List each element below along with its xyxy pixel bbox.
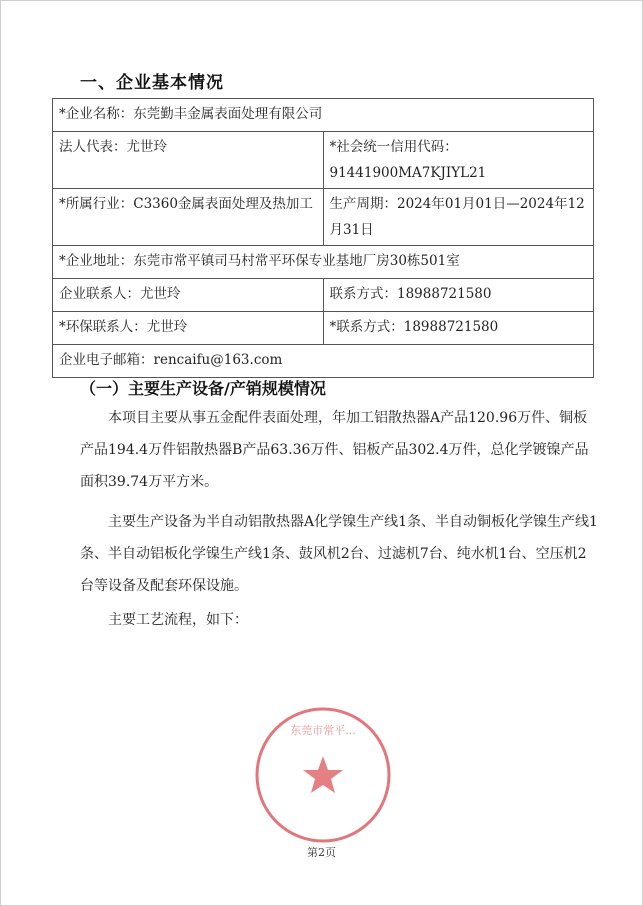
legal-rep-cell: 法人代表：尤世玲 [53, 132, 324, 189]
period-cell: 生产周期：2024年01月01日—2024年12月31日 [323, 189, 594, 246]
page-number: 第2页 [307, 846, 336, 859]
contact-person-cell: 企业联系人：尤世玲 [53, 279, 324, 312]
credit-code-cell: *社会统一信用代码：91441900MA7KJIYL21 [323, 132, 594, 189]
address-cell: *企业地址：东莞市常平镇司马村常平环保专业基地厂房30栋501室 [53, 246, 594, 279]
contact-phone-cell: 联系方式：18988721580 [323, 279, 594, 312]
company-name-cell: *企业名称：东莞勤丰金属表面处理有限公司 [53, 99, 594, 132]
stamp-text: 东莞市常平... [290, 724, 356, 737]
email-cell: 企业电子邮箱：rencaifu@163.com [53, 345, 594, 378]
paragraph-production-scale: 本项目主要从事五金配件表面处理，年加工铝散热器A产品120.96万件、铜板产品194.4万件铝散热器B产品63.36万件、铝板产品302.4万件，总化学镀镍产品面积39.74万平方米。 [80, 410, 589, 490]
company-info-table [52, 98, 594, 378]
industry-cell: *所属行业：C3360金属表面处理及热加工 [53, 189, 324, 246]
section-title: 一、企业基本情况 [80, 73, 224, 93]
company-seal-stamp [252, 704, 394, 846]
paragraph-equipment: 主要生产设备为半自动铝散热器A化学镍生产线1条、半自动铜板化学镍生产线1条、半自动铝板化学镍生产线1条、鼓风机2台、过滤机7台、纯水机1台、空压机2台等设备及配套环保设施。 [80, 514, 598, 594]
env-contact-phone-cell: *联系方式：18988721580 [323, 312, 594, 345]
paragraph-process: 主要工艺流程，如下： [108, 612, 248, 628]
env-contact-person-cell: *环保联系人：尤世玲 [53, 312, 324, 345]
subsection-title: （一）主要生产设备/产销规模情况 [80, 379, 326, 398]
